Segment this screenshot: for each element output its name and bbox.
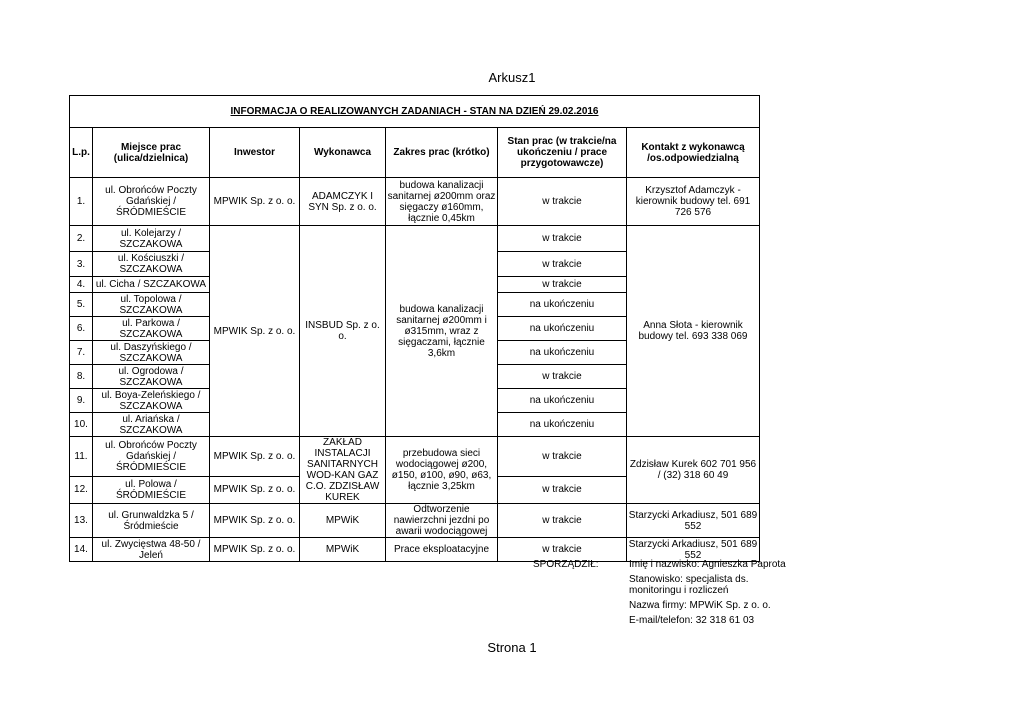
cell-lp: 12.	[70, 476, 93, 503]
cell-inwestor: MPWIK Sp. z o. o.	[210, 504, 300, 538]
cell-miejsce: ul. Kolejarzy / SZCZAKOWA	[93, 226, 210, 252]
tasks-table	[69, 95, 760, 562]
table-banner: INFORMACJA O REALIZOWANYCH ZADANIACH - STAN NA DZIEŃ 29.02.2016	[70, 96, 760, 128]
cell-lp: 6.	[70, 317, 93, 341]
signature-contact: E-mail/telefon: 32 318 61 03	[629, 615, 755, 626]
cell-kontakt: Zdzisław Kurek 602 701 956 / (32) 318 60 49	[627, 437, 760, 504]
cell-lp: 10.	[70, 413, 93, 437]
signature-company: Nazwa firmy: MPWiK Sp. z o. o.	[629, 600, 771, 611]
cell-inwestor: MPWIK Sp. z o. o.	[210, 538, 300, 562]
cell-stan: w trakcie	[498, 476, 627, 503]
page-number: Strona 1	[487, 640, 537, 655]
cell-zakres: Prace eksploatacyjne	[386, 538, 498, 562]
cell-miejsce: ul. Obrońców Poczty Gdańskiej / ŚRÓDMIEŚCIE	[93, 437, 210, 477]
cell-stan: na ukończeniu	[498, 413, 627, 437]
cell-miejsce: ul. Kościuszki / SZCZAKOWA	[93, 252, 210, 277]
header-zakres: Zakres prac (krótko)	[386, 128, 498, 178]
table-row	[70, 437, 760, 477]
cell-stan: w trakcie	[498, 178, 627, 226]
cell-stan: w trakcie	[498, 226, 627, 252]
table-row	[70, 226, 760, 252]
cell-miejsce: ul. Cicha / SZCZAKOWA	[93, 277, 210, 293]
cell-stan: w trakcie	[498, 365, 627, 389]
cell-wykonawca: INSBUD Sp. z o. o.	[300, 226, 386, 437]
cell-wykonawca: ZAKŁAD INSTALACJI SANITARNYCH WOD-KAN GAZ C.O. ZDZISŁAW KUREK	[300, 437, 386, 504]
cell-stan: na ukończeniu	[498, 317, 627, 341]
cell-inwestor: MPWIK Sp. z o. o.	[210, 178, 300, 226]
cell-kontakt: Krzysztof Adamczyk - kierownik budowy tel. 691 726 576	[627, 178, 760, 226]
cell-miejsce: ul. Topolowa / SZCZAKOWA	[93, 293, 210, 317]
cell-stan: w trakcie	[498, 277, 627, 293]
cell-miejsce: ul. Zwycięstwa 48-50 / Jeleń	[93, 538, 210, 562]
cell-stan: na ukończeniu	[498, 293, 627, 317]
cell-inwestor: MPWIK Sp. z o. o.	[210, 226, 300, 437]
cell-miejsce: ul. Daszyńskiego / SZCZAKOWA	[93, 341, 210, 365]
table-row	[70, 504, 760, 538]
cell-lp: 5.	[70, 293, 93, 317]
signature-label: SPORZĄDZIŁ:	[533, 559, 599, 570]
cell-lp: 11.	[70, 437, 93, 477]
signature-name: Imię i nazwisko: Agnieszka Paprota	[629, 559, 786, 570]
cell-lp: 14.	[70, 538, 93, 562]
cell-miejsce: ul. Parkowa / SZCZAKOWA	[93, 317, 210, 341]
cell-lp: 4.	[70, 277, 93, 293]
cell-lp: 9.	[70, 389, 93, 413]
cell-lp: 13.	[70, 504, 93, 538]
cell-stan: na ukończeniu	[498, 389, 627, 413]
cell-miejsce: ul. Ogrodowa / SZCZAKOWA	[93, 365, 210, 389]
cell-stan: w trakcie	[498, 538, 627, 562]
header-lp: L.p.	[70, 128, 93, 178]
cell-miejsce: ul. Boya-Zeleńskiego / SZCZAKOWA	[93, 389, 210, 413]
cell-wykonawca: MPWiK	[300, 504, 386, 538]
signature-position: Stanowisko: specjalista ds. monitoringu i rozliczeń	[629, 574, 749, 596]
cell-zakres: budowa kanalizacji sanitarnej ø200mm oraz sięgaczy ø160mm, łącznie 0,45km	[386, 178, 498, 226]
header-miejsce: Miejsce prac (ulica/dzielnica)	[93, 128, 210, 178]
cell-miejsce: ul. Polowa / ŚRÓDMIEŚCIE	[93, 476, 210, 503]
header-wykonawca: Wykonawca	[300, 128, 386, 178]
cell-zakres: budowa kanalizacji sanitarnej ø200mm i ø315mm, wraz z sięgaczami, łącznie 3,6km	[386, 226, 498, 437]
cell-zakres: Odtworzenie nawierzchni jezdni po awarii wodociągowej	[386, 504, 498, 538]
header-inwestor: Inwestor	[210, 128, 300, 178]
cell-stan: w trakcie	[498, 504, 627, 538]
header-stan: Stan prac (w trakcie/na ukończeniu / prace przygotowawcze)	[498, 128, 627, 178]
signature-block	[629, 559, 799, 630]
table-row	[70, 178, 760, 226]
cell-lp: 7.	[70, 341, 93, 365]
cell-miejsce: ul. Ariańska / SZCZAKOWA	[93, 413, 210, 437]
cell-kontakt: Anna Słota - kierownik budowy tel. 693 338 069	[627, 226, 760, 437]
cell-stan: w trakcie	[498, 437, 627, 477]
cell-wykonawca: MPWiK	[300, 538, 386, 562]
cell-lp: 1.	[70, 178, 93, 226]
cell-lp: 2.	[70, 226, 93, 252]
cell-miejsce: ul. Obrońców Poczty Gdańskiej / ŚRÓDMIEŚCIE	[93, 178, 210, 226]
cell-inwestor: MPWIK Sp. z o. o.	[210, 437, 300, 477]
cell-zakres: przebudowa sieci wodociągowej ø200, ø150, ø100, ø90, ø63, łącznie 3,25km	[386, 437, 498, 504]
cell-inwestor: MPWIK Sp. z o. o.	[210, 476, 300, 503]
cell-kontakt: Starzycki Arkadiusz, 501 689 552	[627, 538, 760, 562]
table-row	[70, 538, 760, 562]
header-kontakt: Kontakt z wykonawcą /os.odpowiedzialną	[627, 128, 760, 178]
cell-lp: 8.	[70, 365, 93, 389]
sheet-title: Arkusz1	[488, 70, 536, 85]
cell-lp: 3.	[70, 252, 93, 277]
cell-stan: w trakcie	[498, 252, 627, 277]
cell-miejsce: ul. Grunwaldzka 5 / Śródmieście	[93, 504, 210, 538]
cell-kontakt: Starzycki Arkadiusz, 501 689 552	[627, 504, 760, 538]
cell-wykonawca: ADAMCZYK I SYN Sp. z o. o.	[300, 178, 386, 226]
cell-stan: na ukończeniu	[498, 341, 627, 365]
